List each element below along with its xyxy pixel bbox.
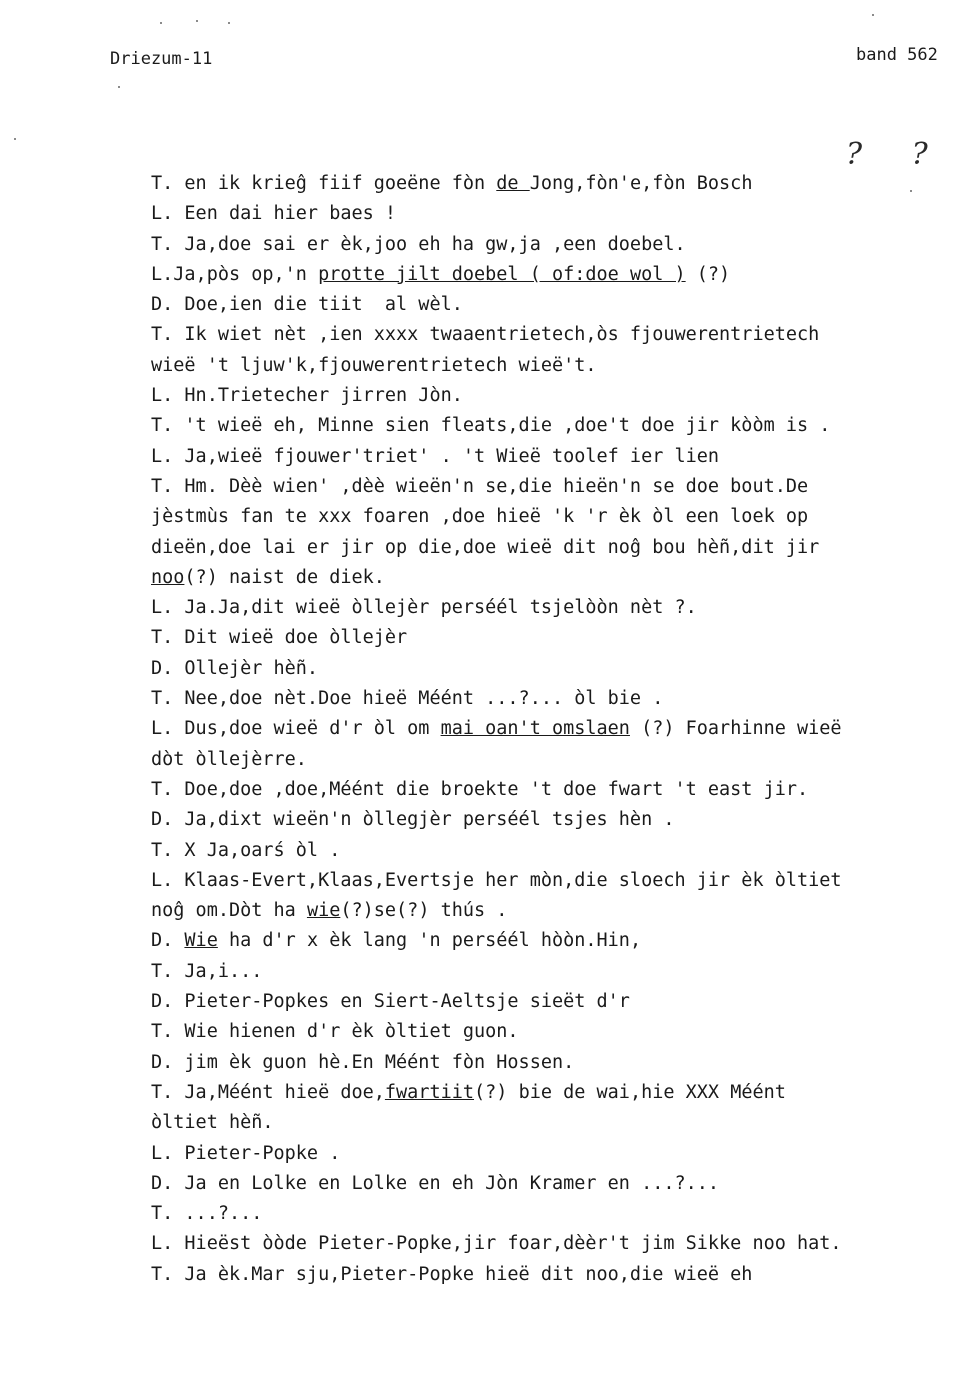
- transcript-line: [151, 926, 931, 956]
- line-text: D. Ollejèr hèñ.: [151, 657, 319, 679]
- transcript-line: [151, 1169, 931, 1199]
- tape-number: band 562: [856, 45, 938, 65]
- transcript-line: [151, 442, 931, 472]
- line-text: L. Ja,wieë fjouwer'triet' . 't Wieë toolef ier lien: [151, 445, 720, 467]
- transcript-line: [151, 199, 931, 229]
- transcript-body: [151, 169, 931, 1290]
- transcript-line: [151, 1108, 931, 1138]
- line-text: T. Dit wieë doe òllejèr: [151, 627, 408, 649]
- transcript-line: [151, 1017, 931, 1047]
- line-text: L. Hn.Trietecher jirren Jòn.: [151, 385, 463, 407]
- line-text: T. en ik krieĝ fiif goeëne fòn: [151, 173, 497, 194]
- line-text: òltiet hèñ.: [151, 1112, 274, 1134]
- line-text: (?) Foarhinne wieë: [629, 718, 842, 740]
- transcript-line: [151, 866, 931, 896]
- underlined-text: protte jilt doebel ( of:doe wol ): [318, 263, 686, 285]
- line-text: D. Ja en Lolke en Lolke en eh Jòn Kramer en ...?...: [151, 1172, 720, 1194]
- transcript-line: [151, 896, 931, 926]
- line-text: L. Hieëst òòde Pieter-Popke,jir foar,dèèr't jim Sikke noo hat.: [151, 1233, 842, 1255]
- line-text: L.Ja,pòs op,'n: [151, 263, 319, 285]
- transcript-line: [151, 745, 931, 775]
- line-text: D. Doe,ien die tiit al wèl.: [151, 294, 463, 316]
- line-text: D. Pieter-Popkes en Siert-Aeltsje sieët d'r: [151, 991, 630, 1013]
- line-text: T. ...?...: [151, 1203, 263, 1225]
- transcript-line: [151, 1048, 931, 1078]
- transcript-line: [151, 1260, 931, 1290]
- transcript-line: [151, 1078, 931, 1108]
- underlined-text: Wie: [184, 930, 218, 952]
- line-text: L. Ja.Ja,dit wieë òllejèr perséél tsjelòòn nèt ?.: [151, 597, 697, 619]
- scan-speck: [118, 86, 120, 88]
- line-text: noĝ om.Dòt ha: [151, 900, 307, 922]
- handwritten-question-marks: ? ?: [846, 137, 948, 172]
- line-text: L. Pieter-Popke .: [151, 1142, 341, 1164]
- line-text: (?) naist de diek.: [184, 566, 385, 588]
- scan-speck: [160, 22, 162, 24]
- underlined-text: noo: [151, 566, 185, 588]
- line-text: wieë 't ljuw'k,fjouwerentrietech wieë't.: [151, 354, 597, 376]
- line-text: D.: [151, 930, 185, 952]
- underlined-text: mai oan't omslaen: [440, 718, 630, 740]
- line-text: T. Ja,i...: [151, 960, 263, 982]
- scan-speck: [196, 20, 198, 22]
- line-text: T. 't wieë eh, Minne sien fleats,die ,doe't doe jir kòòm is .: [151, 415, 831, 437]
- scan-speck: [228, 22, 230, 24]
- line-text: T. Nee,doe nèt.Doe hieë Méént ...?... òl bie .: [151, 688, 664, 710]
- line-text: T. Wie hienen d'r èk òltiet guon.: [151, 1021, 519, 1043]
- line-text: (?)se(?) thús .: [340, 900, 508, 922]
- transcript-line: [151, 351, 931, 381]
- line-text: L. Klaas-Evert,Klaas,Evertsje her mòn,die sloech jir èk òltiet: [151, 869, 842, 891]
- underlined-text: de: [496, 173, 530, 194]
- line-text: T. Ja,doe sai er èk,joo eh ha gw,ja ,een doebel.: [151, 233, 686, 255]
- transcript-line: [151, 1199, 931, 1229]
- transcript-line: [151, 987, 931, 1017]
- line-text: D. jim èk guon hè.En Méént fòn Hossen.: [151, 1051, 575, 1073]
- transcript-line: [151, 169, 931, 199]
- document-id: Driezum-11: [110, 49, 213, 69]
- line-text: jèstmùs fan te xxx foaren ,doe hieë 'k 'r èk òl een loek op: [151, 506, 809, 528]
- transcript-line: [151, 714, 931, 744]
- line-text: Jong,fòn'e,fòn Bosch: [529, 173, 753, 194]
- transcript-line: [151, 290, 931, 320]
- scan-speck: [910, 190, 912, 192]
- line-text: dieën,doe lai er jir op die,doe wieë dit noĝ bou hèñ,dit jir: [151, 536, 820, 558]
- line-text: L. Een dai hier baes !: [151, 203, 397, 225]
- transcript-line: [151, 381, 931, 411]
- transcript-line: [151, 775, 931, 805]
- underlined-text: wie: [306, 900, 341, 922]
- transcript-line: [151, 533, 931, 563]
- line-text: (?) bie de wai,hie XXX Méént: [474, 1081, 786, 1103]
- transcript-line: [151, 320, 931, 350]
- transcript-line: [151, 230, 931, 260]
- transcript-line: [151, 1139, 931, 1169]
- line-text: dòt òllejèrre.: [151, 748, 307, 770]
- transcript-line: [151, 684, 931, 714]
- transcript-line: [151, 623, 931, 653]
- transcript-line: [151, 1229, 931, 1259]
- line-text: T. Doe,doe ,doe,Méént die broekte 't doe fwart 't east jir.: [151, 778, 809, 800]
- line-text: T. Ja èk.Mar sju,Pieter-Popke hieë dit noo,die wieë eh: [151, 1263, 753, 1285]
- line-text: T. Ik wiet nèt ,ien xxxx twaaentrietech,òs fjouwerentrietech: [151, 324, 820, 346]
- line-text: T. X Ja,oarś òl .: [151, 839, 341, 861]
- transcript-line: [151, 805, 931, 835]
- transcript-line: [151, 472, 931, 502]
- transcript-line: [151, 502, 931, 532]
- line-text: T. Hm. Dèè wien' ,dèè wieën'n se,die hieën'n se doe bout.De: [151, 475, 809, 497]
- scan-speck: [14, 138, 16, 140]
- transcript-line: [151, 411, 931, 441]
- transcript-line: [151, 593, 931, 623]
- transcript-line: [151, 654, 931, 684]
- line-text: L. Dus,doe wieë d'r òl om: [151, 718, 441, 740]
- transcript-line: [151, 563, 931, 593]
- transcript-line: [151, 957, 931, 987]
- scan-speck: [872, 14, 874, 16]
- line-text: ha d'r x èk lang 'n perséél hòòn.Hin,: [217, 930, 642, 952]
- transcript-line: [151, 836, 931, 866]
- line-text: T. Ja,Méént hieë doe,: [151, 1081, 385, 1103]
- line-text: D. Ja,dixt wieën'n òllegjèr perséél tsjes hèn .: [151, 809, 675, 831]
- transcript-line: [151, 260, 931, 290]
- underlined-text: fwartiit: [384, 1081, 475, 1103]
- line-text: (?): [685, 263, 731, 285]
